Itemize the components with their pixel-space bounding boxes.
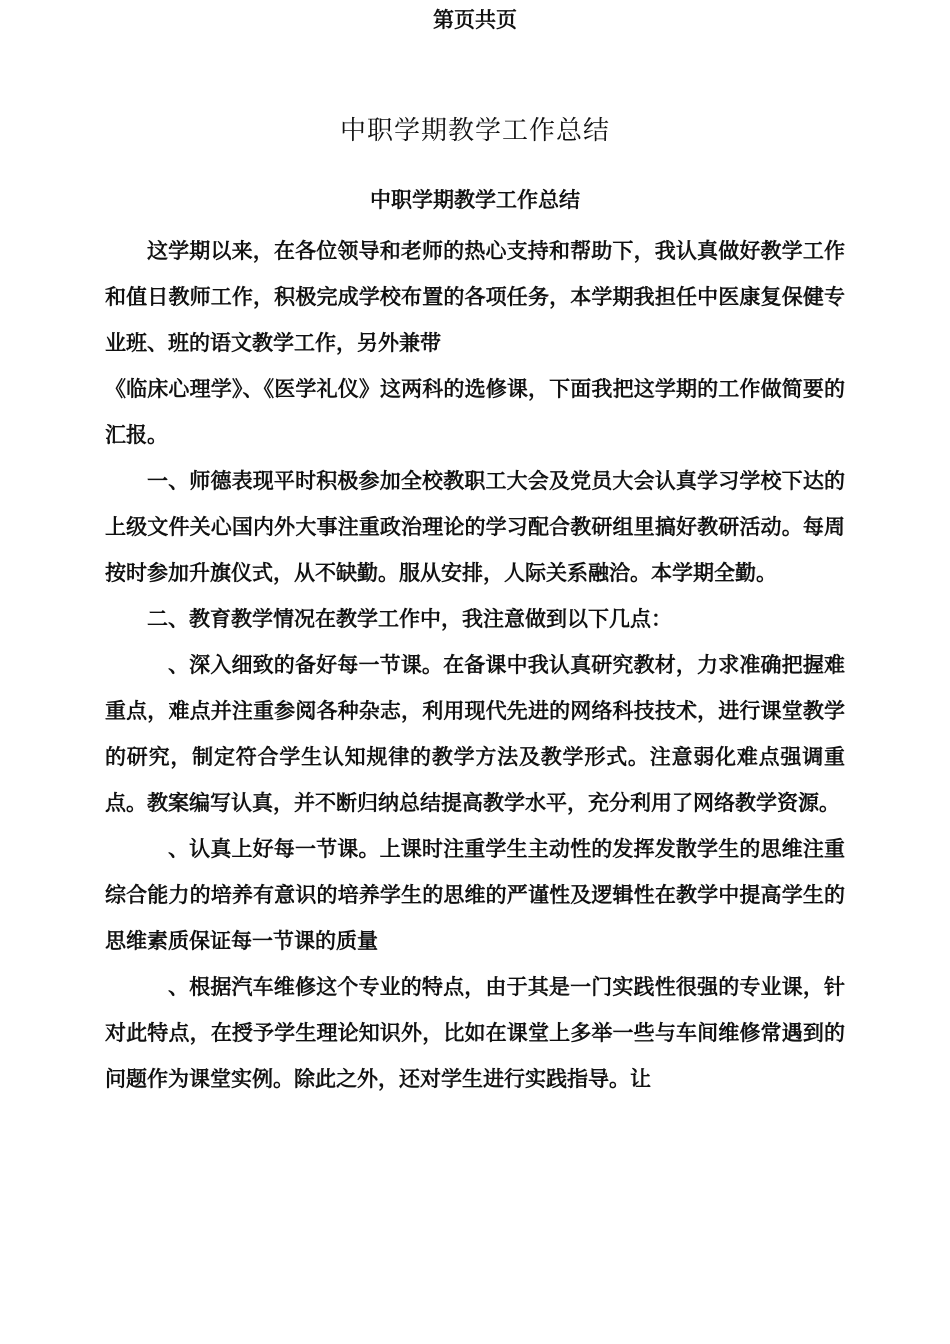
document-body (105, 228, 845, 1102)
document-subtitle: 中职学期教学工作总结 (370, 188, 580, 212)
document-title: 中职学期教学工作总结 (339, 116, 610, 146)
page-counter: 第页共页 (433, 8, 517, 32)
paragraph-section-teaching: 二、教育教学情况在教学工作中，我注意做到以下几点： (147, 607, 672, 631)
paragraph-intro: 这学期以来，在各位领导和老师的热心支持和帮助下，我认真做好教学工作和值日教师工作，积极完成学校布置的各项任务，本学期我担任中医康复保健专业班、班的语文教学工作，另外兼带 (105, 239, 845, 355)
list-item-practice: 、根据汽车维修这个专业的特点，由于其是一门实践性很强的专业课，针对此特点，在授予学生理论知识外，比如在课堂上多举一些与车间维修常遇到的问题作为课堂实例。除此之外，还对学生进行实践指导。让 (105, 975, 845, 1091)
paragraph-intro-continued: 《临床心理学》、《医学礼仪》这两科的选修课，下面我把这学期的工作做简要的汇报。 (105, 377, 845, 447)
list-item-classroom: 、认真上好每一节课。上课时注重学生主动性的发挥发散学生的思维注重综合能力的培养有意识的培养学生的思维的严谨性及逻辑性在教学中提高学生的思维素质保证每一节课的质量 (105, 837, 845, 953)
list-item-lesson-prep: 、深入细致的备好每一节课。在备课中我认真研究教材，力求准确把握难重点，难点并注重参阅各种杂志，利用现代先进的网络科技技术，进行课堂教学的研究，制定符合学生认知规律的教学方法及教学形式。注意弱化难点强调重点。教案编写认真，并不断归纳总结提高教学水平，充分利用了网络教学资源。 (105, 653, 845, 815)
paragraph-section-ethics: 一、师德表现平时积极参加全校教职工大会及党员大会认真学习学校下达的上级文件关心国内外大事注重政治理论的学习配合教研组里搞好教研活动。每周按时参加升旗仪式，从不缺勤。服从安排，人际关系融洽。本学期全勤。 (105, 469, 845, 585)
